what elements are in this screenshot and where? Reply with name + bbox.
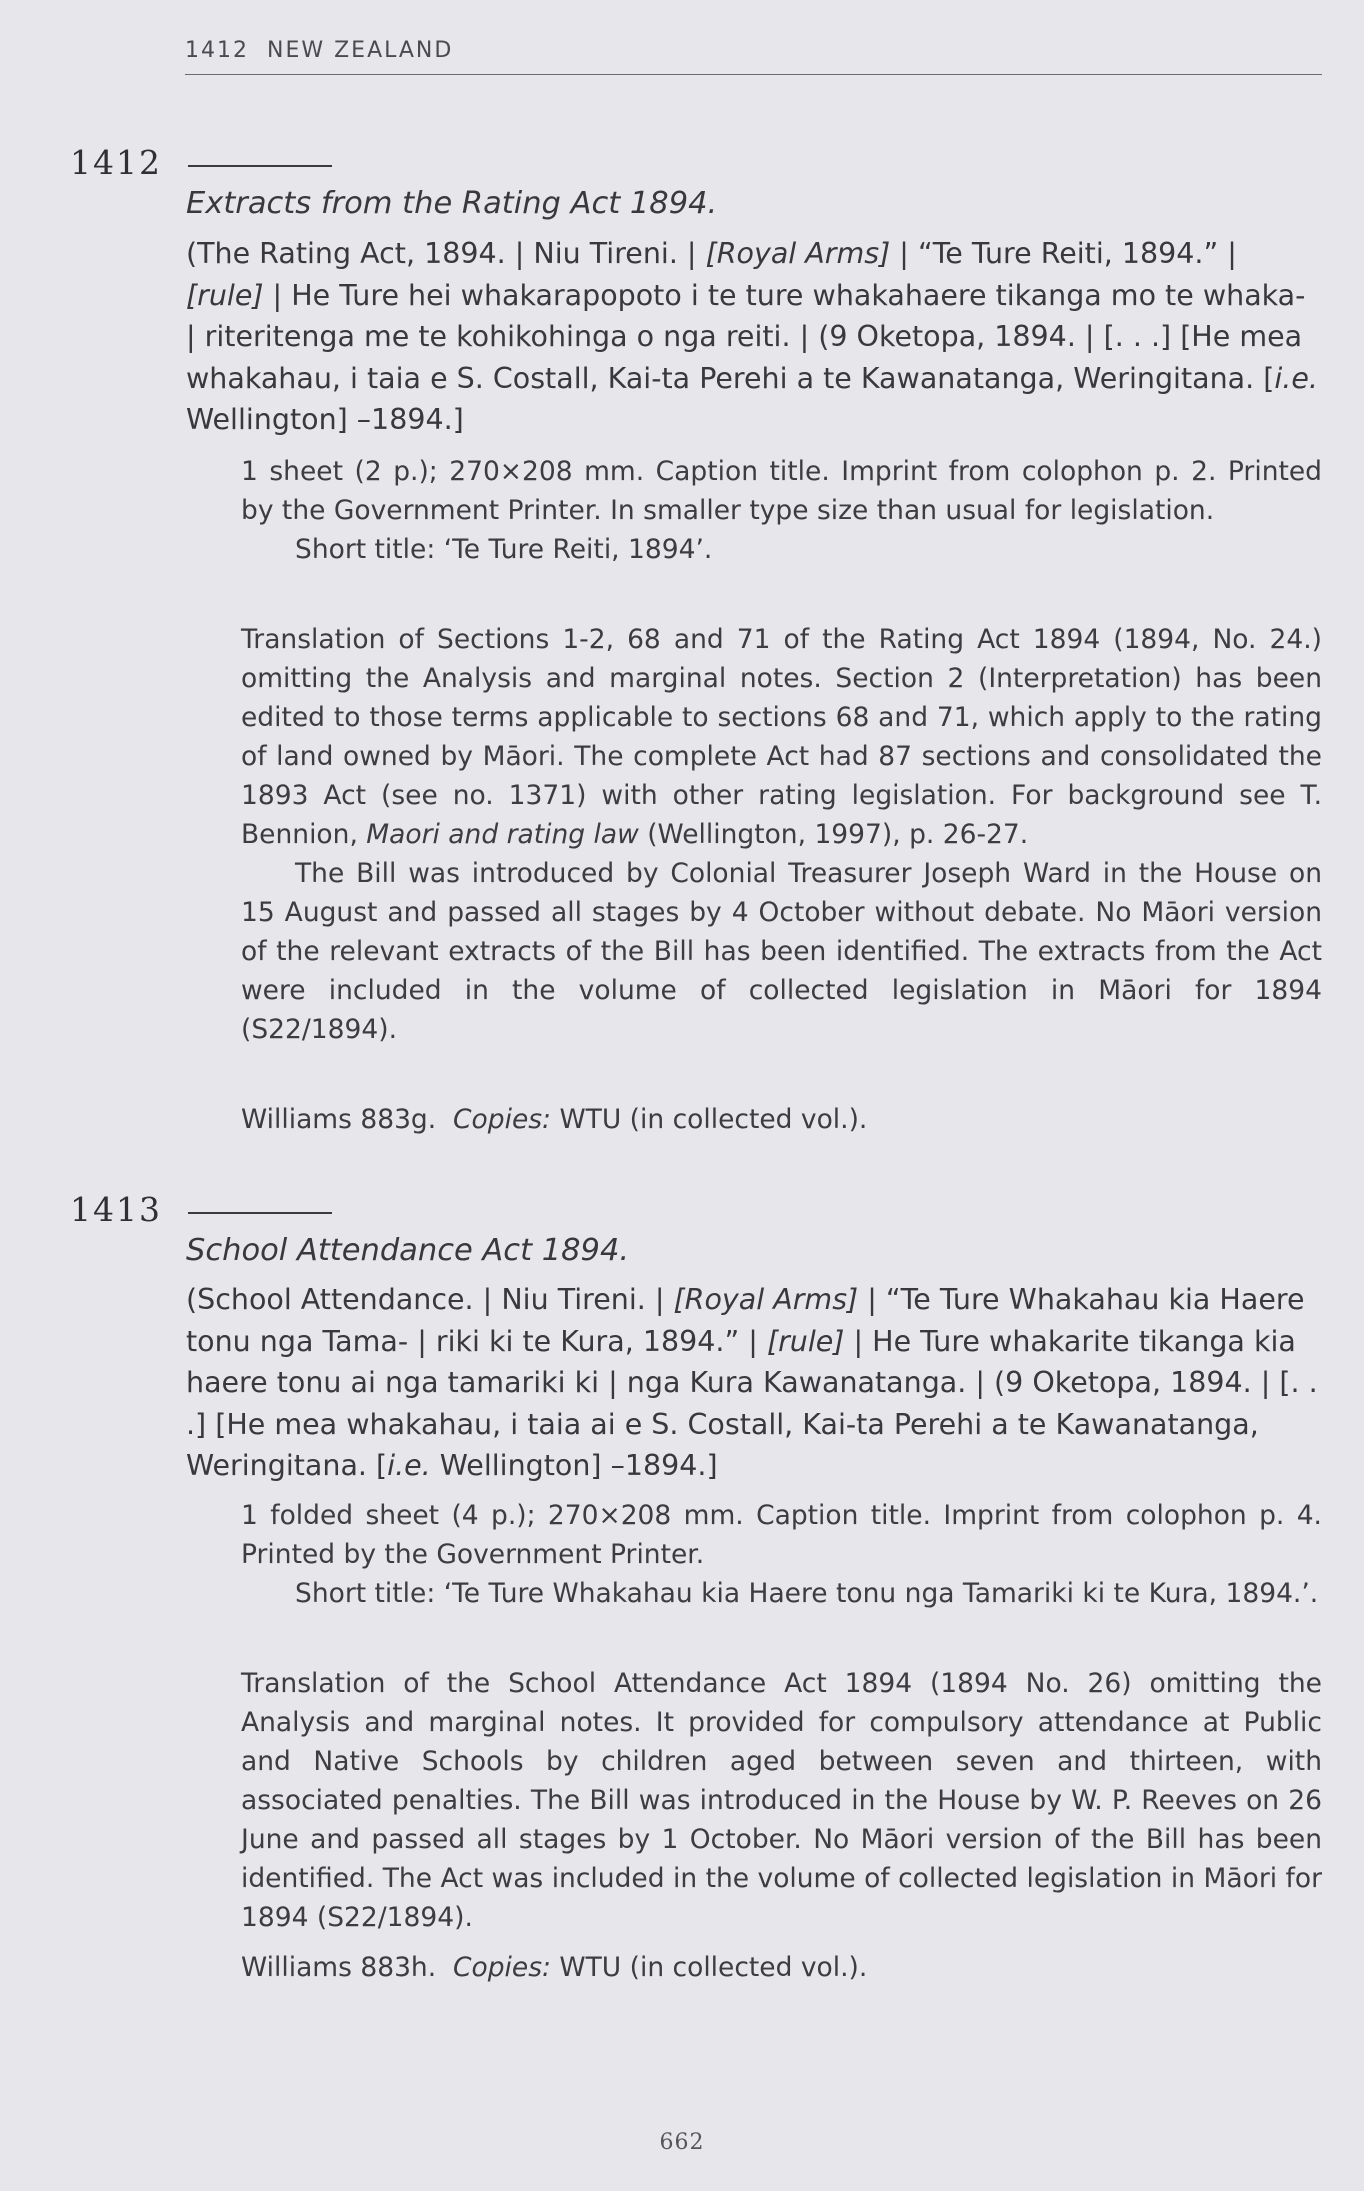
editorial-note: [rule]	[186, 278, 264, 312]
copies-label: Copies:	[453, 1952, 551, 1983]
running-head-page-ref: 1412	[185, 38, 249, 63]
running-head-country: NEW ZEALAND	[267, 38, 454, 63]
title-transcription: (School Attendance. | Niu Tireni. | [Royal Arms] | “Te Ture Whakahau kia Haere tonu nga Tama- | riki ki te Kura, 1894.” | [rule] | He Ture whakarite tikanga kia haere tonu ai nga tamariki ki | nga Kura Kawanatanga. | (9 Oketopa, 1894. | [. . .] [He mea whakahau, i taia ai e S. Costall, Kai-ta Perehi a te Kawanatanga, Weringitana. [i.e. Wellington] –1894.]	[186, 1283, 1318, 1482]
williams-ref: Williams 883h.	[241, 1952, 437, 1983]
short-title: Short title: ‘Te Ture Whakahau kia Haere tonu nga Tamariki ki te Kura, 1894.’.	[295, 1578, 1319, 1609]
copies-value: WTU (in collected vol.).	[559, 1952, 868, 1983]
copies-value: WTU (in collected vol.).	[559, 1104, 868, 1135]
copies-label: Copies:	[453, 1104, 551, 1135]
running-head	[185, 38, 1322, 75]
editorial-note: [Royal Arms]	[705, 237, 891, 270]
references	[241, 1948, 1322, 1987]
page-number: 662	[659, 2130, 705, 2155]
annotation-paragraph: The Bill was introduced by Colonial Treasurer Joseph Ward in the House on 15 August and passed all stages by 4 October without debate. No Māori version of the relevant extracts of the Bill has been identified. The extracts from the Act were included in the volume of collected legislation in Māori for 1894 (S22/1894).	[241, 858, 1322, 1045]
annotation	[241, 620, 1322, 1049]
editorial-note: [Royal Arms]	[673, 1283, 859, 1316]
annotation	[241, 1664, 1322, 1937]
williams-ref: Williams 883g.	[241, 1104, 437, 1135]
entry-title: School Attendance Act 1894.	[186, 1233, 630, 1268]
annotation-paragraph: Translation of Sections 1-2, 68 and 71 of the Rating Act 1894 (1894, No. 24.) omitting the Analysis and marginal notes. Section 2 (Interpretation) has been edited to those terms applicable to sections 68 and 71, which apply to the rating of land owned by Māori. The complete Act had 87 sections and consolidated the 1893 Act (see no. 1371) with other rating legislation. For background see T. Bennion, Maori and rating law (Wellington, 1997), p. 26-27.	[241, 624, 1322, 850]
entry-rule	[188, 165, 332, 167]
annotation-paragraph: Translation of the School Attendance Act 1894 (1894 No. 26) omitting the Analysis and marginal notes. It provided for compulsory attendance at Public and Native Schools by children aged between seven and thirteen, with associated penalties. The Bill was introduced in the House by W. P. Reeves on 26 June and passed all stages by 1 October. No Māori version of the Bill has been identified. The Act was included in the volume of collected legislation in Māori for 1894 (S22/1894).	[241, 1668, 1322, 1933]
editorial-note: [rule]	[766, 1324, 845, 1358]
entry-title: Extracts from the Rating Act 1894.	[186, 186, 718, 221]
short-title: Short title: ‘Te Ture Reiti, 1894’.	[295, 534, 713, 565]
entry-number: 1412	[70, 143, 162, 182]
references	[241, 1100, 1322, 1139]
editorial-note: i.e.	[387, 1449, 431, 1482]
entry-number: 1413	[70, 1190, 162, 1229]
physical-description: 1 sheet (2 p.); 270×208 mm. Caption title. Imprint from colophon p. 2. Printed by the Government Printer. In smaller type size than usual for legislation. Short title: ‘Te Ture Reiti, 1894’.	[241, 452, 1322, 569]
entry-rule	[188, 1212, 332, 1214]
title-transcription: (The Rating Act, 1894. | Niu Tireni. | [Royal Arms] | “Te Ture Reiti, 1894.” | [rule] | He Ture hei whakarapopoto i te ture whakahaere tikanga mo te whaka- | riteritenga me te kohikohinga o nga reiti. | (9 Oketopa, 1894. | [. . .] [He mea whakahau, i taia e S. Costall, Kai-ta Perehi a te Kawanatanga, Weringitana. [i.e. Wellington] –1894.]	[186, 237, 1318, 436]
editorial-note: i.e.	[1274, 361, 1318, 395]
physical-description: 1 folded sheet (4 p.); 270×208 mm. Caption title. Imprint from colophon p. 4. Printed by the Government Printer. Short title: ‘Te Ture Whakahau kia Haere tonu nga Tamariki ki te Kura, 1894.’.	[241, 1496, 1322, 1613]
